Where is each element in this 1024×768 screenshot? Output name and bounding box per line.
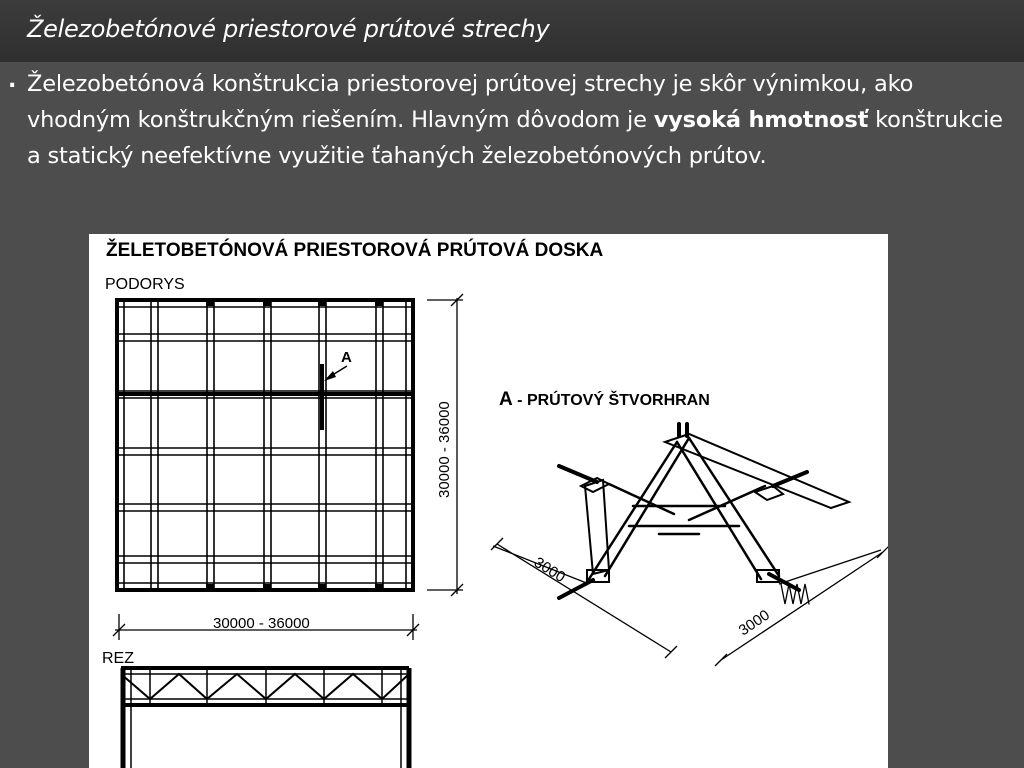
body-text-part1: Železobetónová konštrukcia priestorovej prútovej strechy je skôr výnimkou, ako vhodným konštrukčným riešením. Hlavným dôvodom je bbox=[27, 71, 914, 133]
plan-grid bbox=[117, 298, 413, 592]
plan-label: PODORYS bbox=[105, 276, 185, 293]
section-label: REZ bbox=[102, 650, 134, 667]
figure-heading: ŽELETOBETÓNOVÁ PRIESTOROVÁ PRÚTOVÁ DOSKA bbox=[106, 240, 604, 261]
detail-a-title bbox=[499, 389, 710, 410]
body-text-part2: konštrukcie a statický neefektívne využitie ťahaných železobetónových prútov. bbox=[27, 107, 1003, 169]
detail-a-letter: A bbox=[499, 389, 513, 410]
body-text-bold: vysoká hmotnosť bbox=[653, 107, 869, 133]
svg-text:A - PRÚTOVÝ ŠTVORHRAN bbox=[499, 389, 710, 410]
horizontal-dimension-label: 30000 - 36000 bbox=[213, 615, 310, 632]
structure-figure bbox=[89, 234, 888, 768]
detail-a-drawing bbox=[559, 424, 849, 604]
detail-dimension-right-label: 3000 bbox=[735, 606, 773, 640]
detail-dimension-left-label: 3000 bbox=[530, 553, 569, 587]
detail-a-text: - PRÚTOVÝ ŠTVORHRAN bbox=[512, 392, 710, 409]
title-bar bbox=[0, 0, 1024, 62]
slide-title: Železobetónové priestorové prútové strechy bbox=[27, 15, 550, 43]
detail-dimension-right bbox=[715, 546, 888, 666]
detail-dimension-left bbox=[491, 538, 677, 658]
marker-a bbox=[324, 349, 352, 381]
section-truss bbox=[121, 668, 409, 768]
figure-drawing bbox=[89, 234, 888, 768]
marker-a-label: A bbox=[341, 349, 352, 366]
body-paragraph bbox=[27, 66, 1012, 174]
vertical-dimension-label: 30000 - 36000 bbox=[436, 401, 453, 498]
bullet-marker: . bbox=[8, 68, 17, 93]
